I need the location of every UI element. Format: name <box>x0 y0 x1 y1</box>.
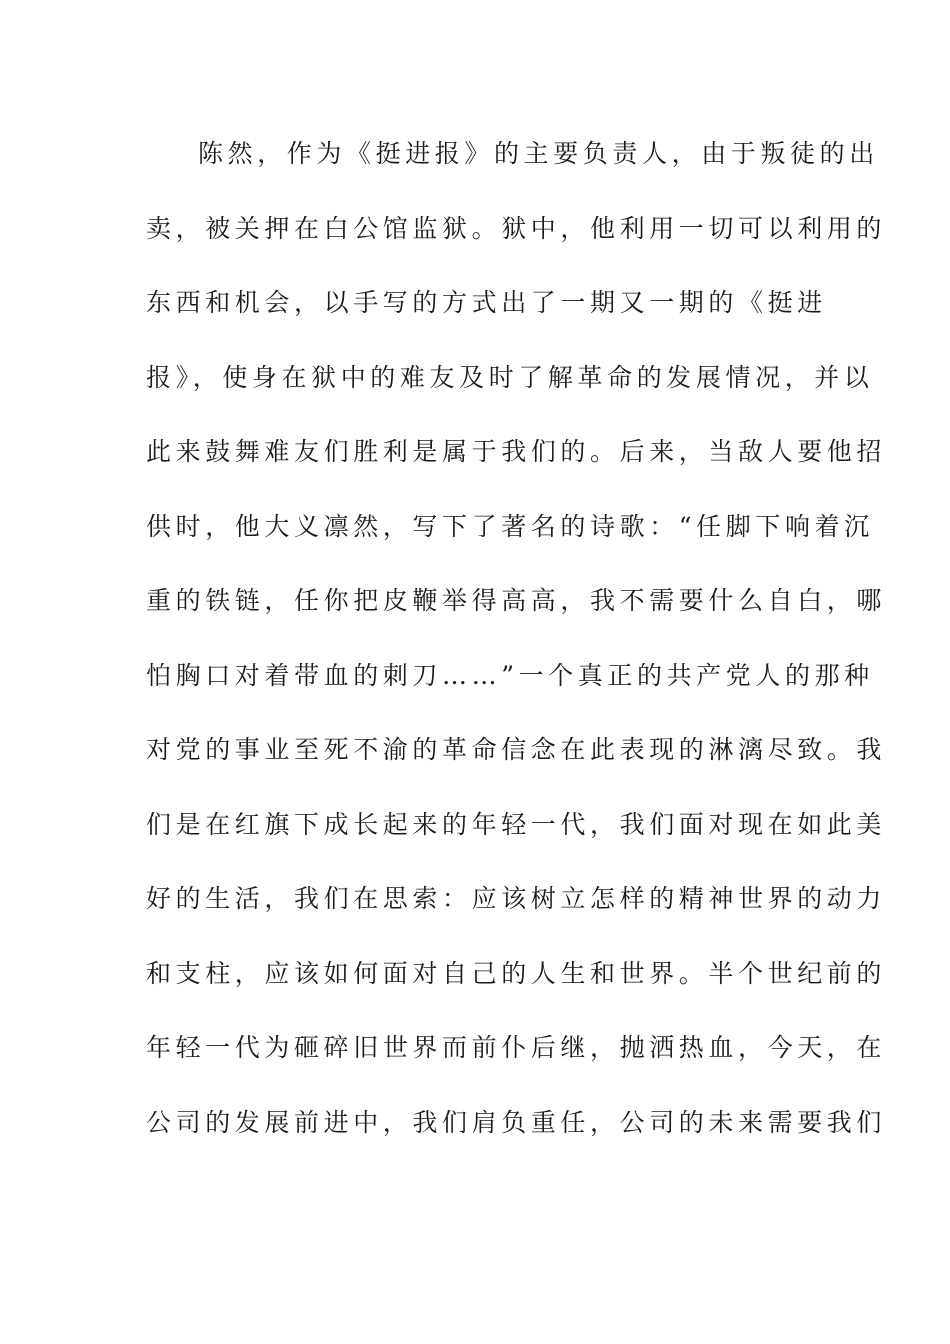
paragraph-line-3: 东西和机会，以手写的方式出了一期又一期的《挺进 <box>146 288 827 317</box>
paragraph-line-11: 好的生活，我们在思索：应该树立怎样的精神世界的动力 <box>146 884 887 913</box>
paragraph-line-6: 供时，他大义凛然，写下了著名的诗歌：“任脚下响着沉 <box>146 511 874 541</box>
paragraph-line-8: 怕胸口对着带血的刺刀……”一个真正的共产党人的那种 <box>146 660 874 690</box>
paragraph-line-2: 卖，被关押在白公馆监狱。狱中，他利用一切可以利用的 <box>146 213 887 243</box>
paragraph-line-9: 对党的事业至死不渝的革命信念在此表现的淋漓尽致。我 <box>146 735 887 764</box>
paragraph-line-14: 公司的发展前进中，我们肩负重任，公司的未来需要我们 <box>146 1107 887 1137</box>
paragraph-line-1: 陈然，作为《挺进报》的主要负责人，由于叛徒的出 <box>198 139 879 168</box>
paragraph-line-4: 报》，使身在狱中的难友及时了解革命的发展情况，并以 <box>146 362 874 392</box>
paragraph-line-5: 此来鼓舞难友们胜利是属于我们的。后来，当敌人要他招 <box>146 437 887 466</box>
body-paragraph <box>146 130 887 1173</box>
paragraph-line-12: 和支柱，应该如何面对自己的人生和世界。半个世纪前的 <box>146 958 887 988</box>
paragraph-line-10: 们是在红旗下成长起来的年轻一代，我们面对现在如此美 <box>146 809 887 839</box>
paragraph-line-7: 重的铁链，任你把皮鞭举得高高，我不需要什么自白，哪 <box>146 586 887 615</box>
paragraph-line-13: 年轻一代为砸碎旧世界而前仆后继，抛洒热血，今天，在 <box>146 1033 887 1062</box>
